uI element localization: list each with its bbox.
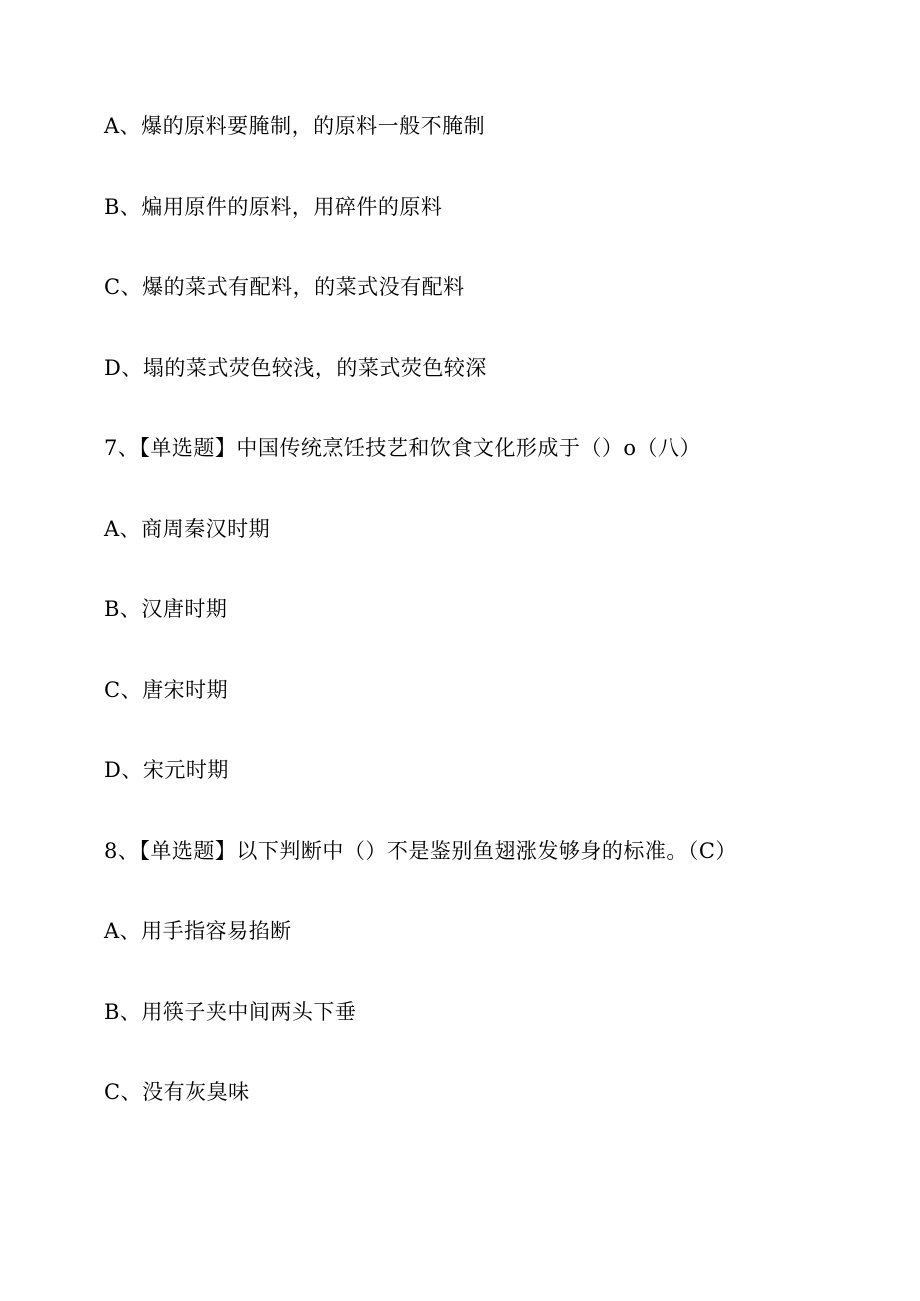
option-a-q7: A、商周秦汉时期 <box>104 517 271 541</box>
question-7: 7、【单选题】中国传统烹饪技艺和饮食文化形成于（）o（八） <box>104 436 702 460</box>
option-b-q8: B、用筷子夹中间两头下垂 <box>104 1000 357 1024</box>
option-c-q8: C、没有灰臭味 <box>104 1080 250 1104</box>
option-d-q6: D、塌的菜式荧色较浅，的菜式荧色较深 <box>104 356 487 380</box>
option-c-q6: C、爆的菜式有配料，的菜式没有配料 <box>104 275 465 299</box>
option-a-q8: A、用手指容易掐断 <box>104 919 292 943</box>
option-b-q6: B、煸用原件的原料，用碎件的原料 <box>104 195 443 219</box>
option-d-q7: D、宋元时期 <box>104 758 229 782</box>
option-c-q7: C、唐宋时期 <box>104 678 229 702</box>
option-b-q7: B、汉唐时期 <box>104 597 228 621</box>
option-a-q6: A、爆的原料要腌制，的原料一般不腌制 <box>104 114 486 138</box>
question-8: 8、【单选题】以下判断中（）不是鉴别鱼翅涨发够身的标准。（C） <box>104 839 737 863</box>
